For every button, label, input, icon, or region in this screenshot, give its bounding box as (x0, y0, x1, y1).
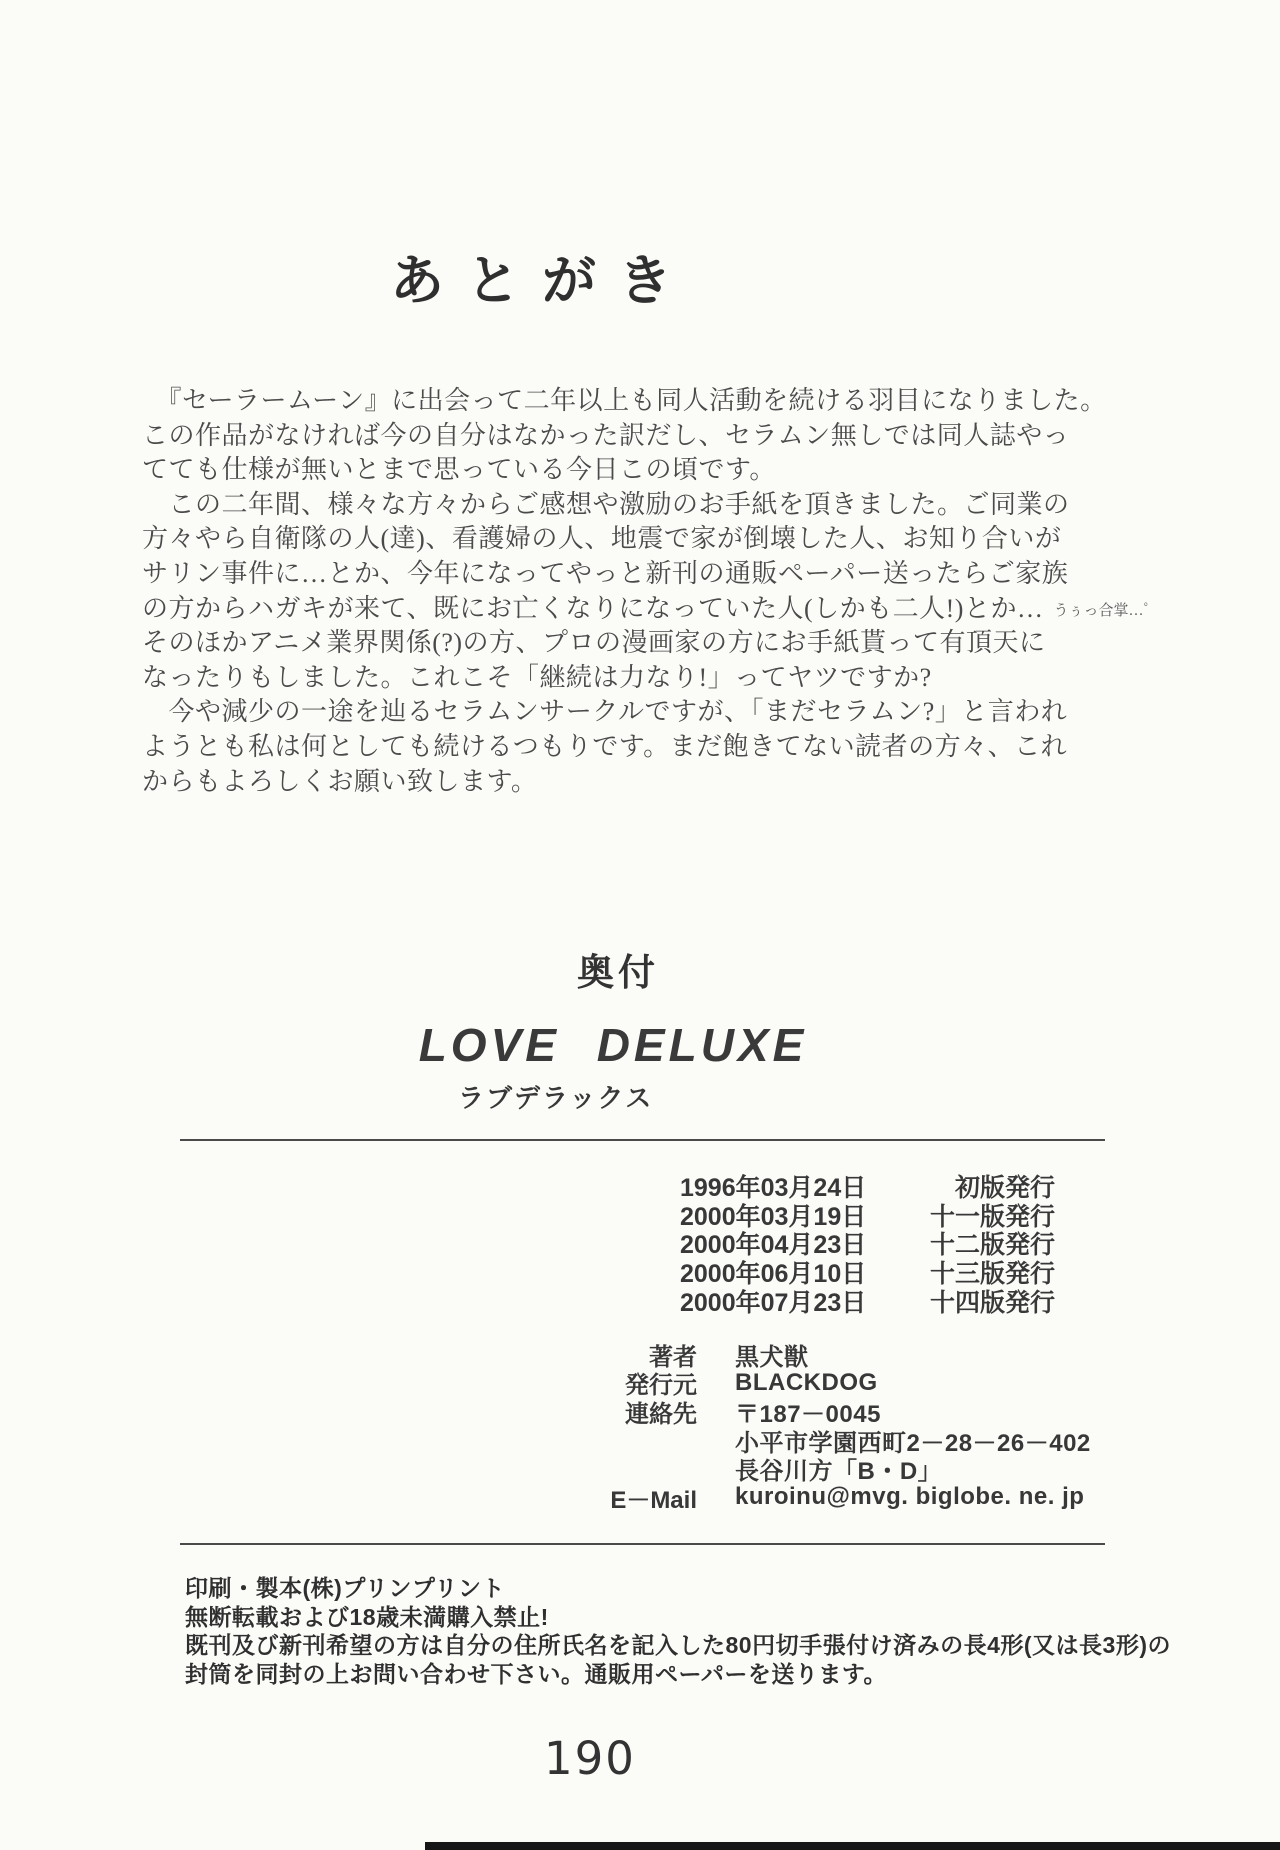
afterword-line: 方々やら自衛隊の人(達)、看護婦の人、地震で家が倒壊した人、お知り合いが (142, 524, 1062, 554)
edition-date: 2000年04月23日 (680, 1231, 867, 1260)
credit-row (540, 1369, 1091, 1398)
credit-value: 黒犬獣 (735, 1343, 809, 1371)
credit-value: 小平市学園西町2－28－26－402 (735, 1429, 1091, 1457)
divider-top (180, 1139, 1105, 1141)
afterword-line: からもよろしくお願い致します。 (142, 766, 538, 796)
edition-row (680, 1286, 1055, 1315)
credit-value: 〒187－0045 (735, 1400, 881, 1428)
credit-row (540, 1340, 1091, 1369)
note-line: 無断転載および18歳未満購入禁止! (185, 1603, 549, 1630)
credit-row (540, 1397, 1091, 1426)
edition-label: 十一版発行 (929, 1202, 1055, 1231)
book-title-kana: ラブデラックス (458, 1083, 654, 1113)
credit-row (540, 1454, 1091, 1486)
edition-label: 十二版発行 (929, 1231, 1055, 1260)
edition-date: 2000年07月23日 (680, 1288, 867, 1317)
page-number: 190 (544, 1732, 636, 1785)
note-line: 既刊及び新刊希望の方は自分の住所氏名を記入した80円切手張付け済みの長4形(又は長3形)の (185, 1632, 1171, 1659)
afterword-line: サリン事件に…とか、今年になってやっと新刊の通販ペーパー送ったらご家族 (142, 558, 1069, 588)
note-line: 印刷・製本(株)プリンプリント (185, 1575, 505, 1601)
print-notes (185, 1570, 1171, 1688)
scan-artifact-bar (425, 1842, 1280, 1850)
afterword-line: てても仕様が無いとまで思っている今日この頃です。 (142, 455, 776, 485)
divider-bottom (180, 1543, 1105, 1545)
handwritten-aside: うぅっ合掌…ﾟ (1053, 602, 1151, 619)
edition-date: 2000年03月19日 (680, 1202, 867, 1231)
afterword-line: 『セーラームーン』に出会って二年以上も同人活動を続ける羽目になりました。 (142, 386, 1107, 415)
afterword-line-text: の方からハガキが来て、既にお亡くなりになっていた人(しかも二人!)とか… (142, 593, 1044, 623)
afterword-line: ようとも私は何としても続けるつもりです。まだ飽きてない読者の方々、これ (142, 731, 1068, 761)
edition-history (680, 1172, 1055, 1315)
edition-date: 2000年06月10日 (680, 1260, 867, 1289)
credit-row (540, 1426, 1091, 1455)
note-line: 封筒を同封の上お問い合わせ下さい。通販用ペーパーを送ります。 (185, 1661, 888, 1688)
credits-block (540, 1340, 1091, 1512)
colophon-title: 奥付 (577, 952, 659, 993)
afterword-title: あとがき (390, 251, 694, 311)
edition-label: 初版発行 (954, 1174, 1055, 1203)
credit-label: E－Mail (610, 1486, 697, 1514)
book-title: LOVE DELUXE (418, 1019, 808, 1071)
credit-label: 著者 (649, 1343, 697, 1371)
credit-row (540, 1483, 1091, 1512)
edition-date: 1996年03月24日 (680, 1174, 867, 1203)
credit-label: 発行元 (625, 1372, 697, 1400)
credit-value: BLACKDOG (735, 1368, 878, 1396)
edition-label: 十三版発行 (929, 1260, 1055, 1289)
afterword-line (142, 592, 1182, 627)
credit-value: kuroinu@mvg. biglobe. ne. jp (735, 1483, 1085, 1511)
afterword-line: 今や減少の一途を辿るセラムンサークルですが、「まだセラムン?」と言われ (142, 697, 1068, 727)
credit-label: 連絡先 (625, 1400, 697, 1428)
credit-value: 長谷川方「B・D」 (735, 1458, 943, 1486)
afterword-line: この作品がなければ今の自分はなかった訳だし、セラムン無しでは同人誌やっ (142, 420, 1070, 450)
afterword-line: そのほかアニメ業界関係(?)の方、プロの漫画家の方にお手紙貰って有頂天に (142, 628, 1046, 658)
edition-label: 十四版発行 (929, 1288, 1055, 1317)
afterword-line: なったりもしました。これこそ「継続は力なり!」ってヤツですか? (142, 662, 932, 692)
afterword-line: この二年間、様々な方々からご感想や激励のお手紙を頂きました。ご同業の (142, 489, 1070, 519)
afterword-paragraph (142, 384, 1182, 799)
